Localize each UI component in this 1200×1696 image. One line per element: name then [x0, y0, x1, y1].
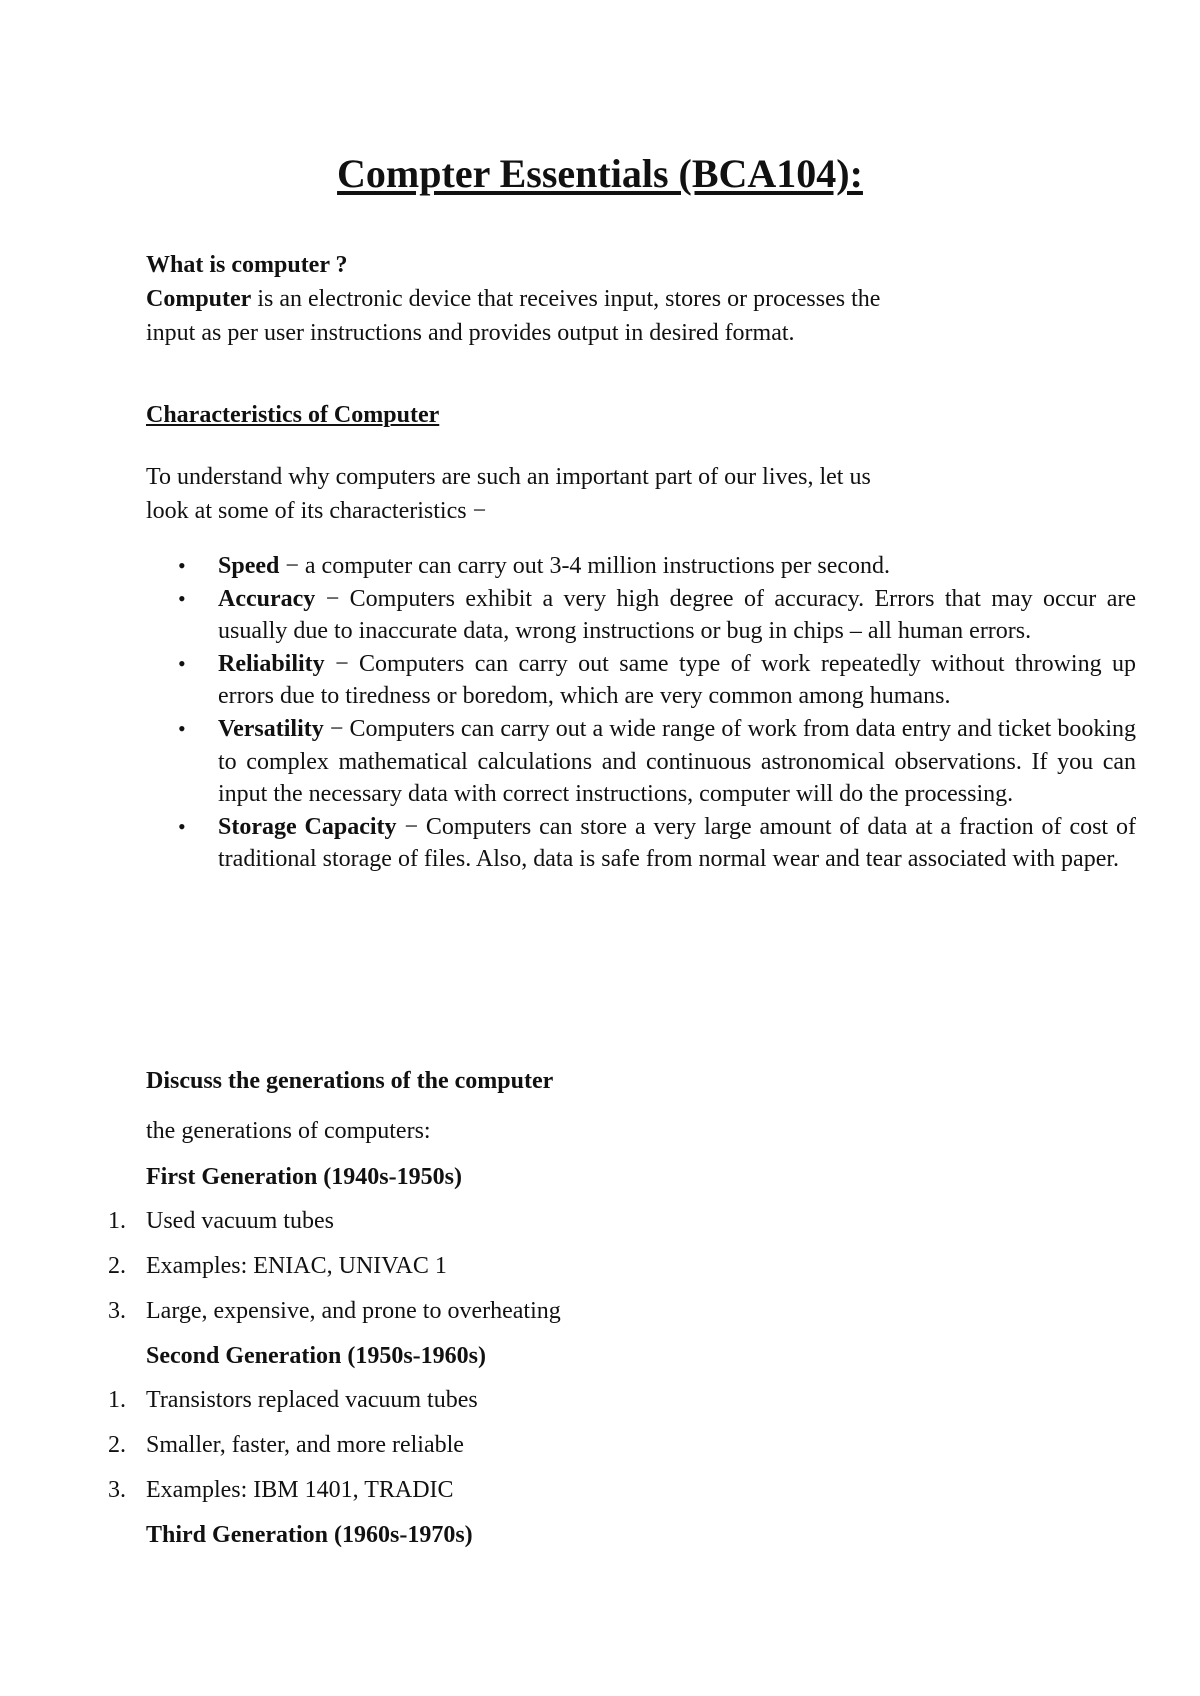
item-term: Speed [218, 553, 280, 579]
list-item [108, 1428, 464, 1462]
third-generation-label: Third Generation (1960s-1970s) [146, 1522, 473, 1548]
item-text: Large, expensive, and prone to overheating [146, 1298, 561, 1324]
item-text: − Computers can carry out same type of work repeatedly without throwing up errors due to tiredness or boredom, which are very common among humans. [218, 650, 1136, 710]
item-term: Versatility [218, 715, 324, 742]
item-term: Accuracy [218, 585, 316, 612]
generations-intro: the generations of computers: [146, 1118, 431, 1144]
list-item [178, 550, 1136, 583]
list-item [178, 583, 1136, 648]
list-item [108, 1294, 561, 1328]
what-is-question: What is computer ? [146, 252, 348, 278]
item-text: − Computers can carry out a wide range of work from data entry and ticket booking to complex mathematical calculations and continuous astronomical observations. If you can input the necessary data with correct instructions, computer will do the processing. [218, 715, 1136, 808]
item-number: 2. [108, 1253, 126, 1279]
item-number: 1. [108, 1387, 126, 1413]
item-text: Examples: IBM 1401, TRADIC [146, 1477, 454, 1503]
item-text: Smaller, faster, and more reliable [146, 1432, 464, 1458]
item-number: 3. [108, 1298, 126, 1324]
list-item [108, 1383, 478, 1417]
item-text: − a computer can carry out 3-4 million instructions per second. [279, 553, 891, 579]
item-term: Storage Capacity [218, 813, 397, 840]
item-number: 1. [108, 1208, 126, 1234]
item-number: 3. [108, 1477, 126, 1503]
item-text: Transistors replaced vacuum tubes [146, 1387, 478, 1413]
list-item [178, 713, 1136, 811]
list-item [178, 811, 1137, 876]
characteristics-heading: Characteristics of Computer [146, 402, 440, 428]
characteristics-intro-line-1: To understand why computers are such an important part of our lives, let us [146, 464, 871, 490]
list-item [108, 1473, 454, 1507]
definition-term: Computer [146, 286, 252, 312]
bullet-icon: • [178, 715, 186, 741]
bullet-icon: • [178, 553, 186, 578]
item-text: Examples: ENIAC, UNIVAC 1 [146, 1253, 447, 1279]
list-item [108, 1249, 447, 1283]
second-generation-label: Second Generation (1950s-1960s) [146, 1343, 486, 1369]
first-generation-label: First Generation (1940s-1950s) [146, 1164, 462, 1190]
item-number: 2. [108, 1432, 126, 1458]
page-title: Compter Essentials (BCA104): [337, 151, 863, 196]
item-text: − Computers can store a very large amount of data at a fraction of cost of traditional storage of files. Also, data is safe from normal wear and tear associated with paper. [218, 813, 1137, 873]
bullet-icon: • [178, 650, 186, 676]
item-text: − Computers exhibit a very high degree of accuracy. Errors that may occur are usually due to inaccurate data, wrong instructions or bug in chips – all human errors. [218, 585, 1136, 645]
list-item [178, 648, 1136, 713]
list-item [108, 1204, 334, 1238]
definition-line-1 [146, 282, 1066, 316]
item-text: Used vacuum tubes [146, 1208, 334, 1234]
characteristics-intro-line-2: look at some of its characteristics − [146, 498, 487, 524]
item-term: Reliability [218, 650, 325, 677]
bullet-icon: • [178, 813, 186, 839]
generations-heading: Discuss the generations of the computer [146, 1068, 554, 1094]
definition-text-1: is an electronic device that receives input, stores or processes the [251, 286, 881, 312]
bullet-icon: • [178, 585, 186, 611]
definition-line-2: input as per user instructions and provides output in desired format. [146, 320, 795, 346]
characteristics-list [146, 550, 1136, 876]
